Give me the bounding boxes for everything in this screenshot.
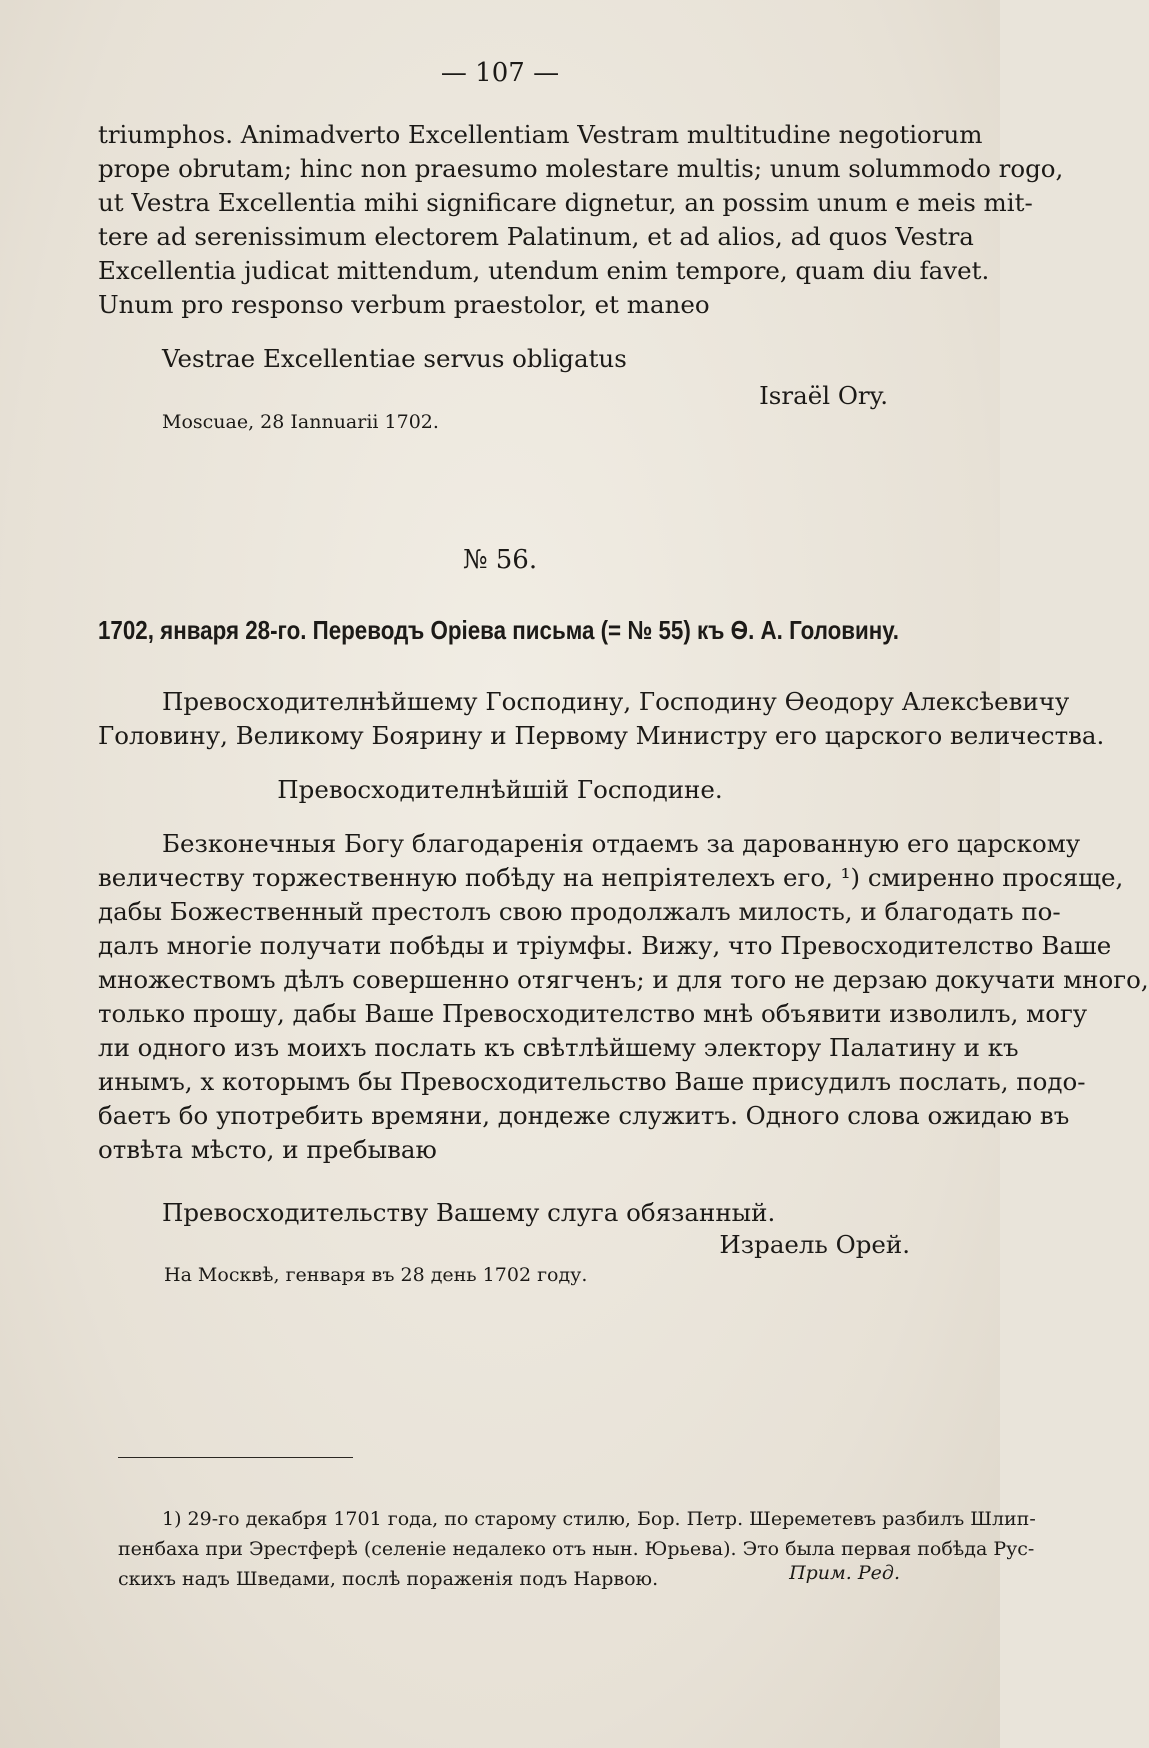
greeting: Превосходителнѣйшій Господине. xyxy=(277,775,723,804)
body-line: баетъ бо употребить времяни, дондеже служитъ. Одного слова ожидаю въ xyxy=(98,1101,1070,1130)
footnote-line: 1) 29-го декабря 1701 года, по старому стилю, Бор. Петр. Шереметевъ разбилъ Шлип- xyxy=(162,1508,1036,1530)
address-line: Головину, Великому Боярину и Первому Министру его царского величества. xyxy=(98,721,1105,750)
latin-line: tere ad serenissimum electorem Palatinum, et ad alios, ad quos Vestra xyxy=(98,222,974,251)
signature: Израель Орей. xyxy=(719,1230,910,1259)
body-line: дабы Божественный престолъ свою продолжалъ милость, и благодать по- xyxy=(98,897,1061,926)
body-line: только прошу, дабы Ваше Превосходителство мнѣ объявити изволилъ, могу xyxy=(98,999,1088,1028)
latin-date: Moscuae, 28 Iannuarii 1702. xyxy=(162,411,439,433)
latin-line: triumphos. Animadverto Excellentiam Vestram multitudine negotiorum xyxy=(98,120,983,149)
footnote-line: скихъ надъ Шведами, послѣ пораженія подъ Нарвою. xyxy=(118,1568,659,1590)
latin-line: prope obrutam; hinc non praesumo molestare multis; unum solummodo rogo, xyxy=(98,154,1064,183)
letter-body xyxy=(98,827,1149,1167)
editor-note: Прим. Ред. xyxy=(789,1562,900,1584)
latin-line: Excellentia judicat mittendum, utendum enim tempore, quam diu favet. xyxy=(98,256,990,285)
body-line: величеству торжественную побѣду на непріятелехъ его, ¹) смиренно просяще, xyxy=(98,863,1124,892)
latin-closing: Vestrae Excellentiae servus obligatus xyxy=(162,344,627,373)
closing-formula: Превосходительству Вашему слуга обязанный. xyxy=(162,1198,776,1227)
latin-line: ut Vestra Excellentia mihi significare dignetur, an possim unum e meis mit- xyxy=(98,188,1033,217)
body-line: далъ многіе получати побѣды и тріумфы. Вижу, что Превосходителство Ваше xyxy=(98,931,1112,960)
body-line: инымъ, х которымъ бы Превосходительство Ваше присудилъ послать, подо- xyxy=(98,1067,1086,1096)
body-line: отвѣта мѣсто, и пребываю xyxy=(98,1135,437,1164)
page-number: — 107 — xyxy=(440,58,560,88)
latin-letter-body xyxy=(98,118,1064,322)
address-line: Превосходителнѣйшему Господину, Господину Ѳеодору Алексѣевичу xyxy=(162,687,1070,716)
body-line: Безконечныя Богу благодаренія отдаемъ за дарованную его царскому xyxy=(162,829,1081,858)
latin-line: Unum pro responso verbum praestolor, et maneo xyxy=(98,290,710,319)
footnote-line: пенбаха при Эрестферѣ (селеніе недалеко отъ нын. Юрьева). Это была первая побѣда Рус- xyxy=(118,1538,1035,1560)
document-number: № 56. xyxy=(462,545,538,575)
body-line: ли одного изъ моихъ послать къ свѣтлѣйшему электору Палатину и къ xyxy=(98,1033,1019,1062)
address-block xyxy=(98,685,1105,753)
body-line: множествомъ дѣлъ совершенно отягченъ; и для того не дерзаю докучати много, xyxy=(98,965,1149,994)
letter-date: На Москвѣ, генваря въ 28 день 1702 году. xyxy=(164,1264,588,1286)
latin-signature: Israël Ory. xyxy=(759,381,888,410)
footnote-divider xyxy=(118,1457,353,1458)
document-heading: 1702, января 28-го. Переводъ Оріева письма (= № 55) къ Ѳ. А. Головину. xyxy=(98,615,899,645)
